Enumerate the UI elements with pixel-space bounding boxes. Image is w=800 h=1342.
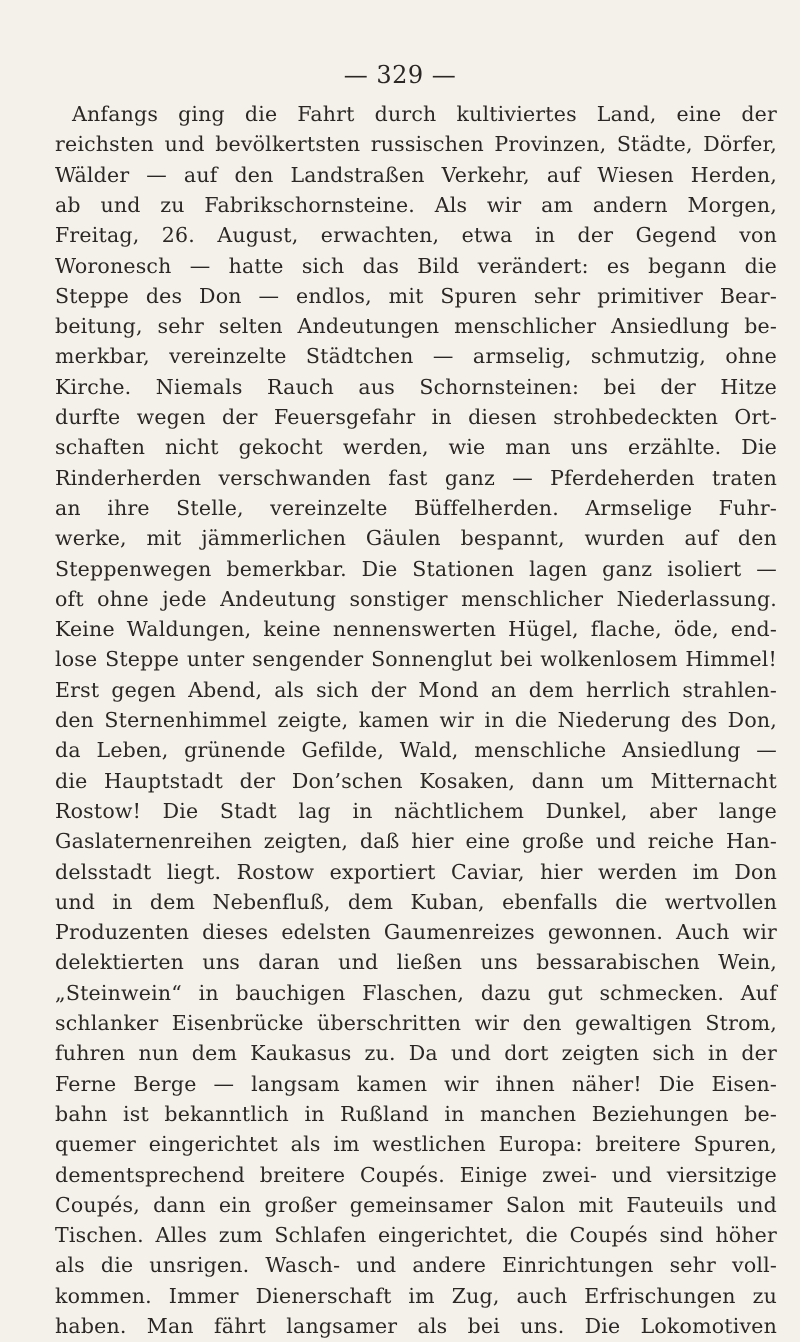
text-line: schlanker Eisenbrücke überschritten wir den gewaltigen Strom, [55, 1011, 777, 1035]
text-line: schaften nicht gekocht werden, wie man uns erzählte. Die [55, 435, 777, 460]
text-line: Erst gegen Abend, als sich der Mond an dem herrlich strahlen- [55, 677, 777, 702]
text-line: Ferne Berge — langsam kamen wir ihnen näher! Die Eisen- [55, 1071, 777, 1096]
text-line: werke, mit jämmerlichen Gäulen bespannt, wurden auf den [55, 526, 777, 551]
text-line: an ihre Stelle, vereinzelte Büffelherden. Armselige Fuhr- [55, 495, 777, 520]
text-line: Produzenten dieses edelsten Gaumenreizes gewonnen. Auch wir [55, 920, 777, 945]
text-line: oft ohne jede Andeutung sonstiger menschlicher Niederlassung. [55, 586, 777, 611]
text-line: Wälder — auf den Landstraßen Verkehr, auf Wiesen Herden, [55, 162, 777, 187]
text-line: haben. Man fährt langsamer als bei uns. Die Lokomotiven [55, 1314, 777, 1338]
text-line: reichsten und bevölkertsten russischen Provinzen, Städte, Dörfer, [55, 132, 777, 157]
text-line: die Hauptstadt der Don’schen Kosaken, dann um Mitternacht [55, 768, 777, 793]
text-line: ab und zu Fabrikschornsteine. Als wir am andern Morgen, [55, 192, 777, 217]
text-line: Steppe des Don — endlos, mit Spuren sehr primitiver Bear- [55, 283, 777, 308]
text-line: merkbar, vereinzelte Städtchen — armselig, schmutzig, ohne [55, 344, 777, 369]
text-line: Anfangs ging die Fahrt durch kultiviertes Land, eine der [72, 102, 777, 126]
text-line: Rinderherden verschwanden fast ganz — Pferdeherden traten [55, 465, 777, 490]
text-line: Tischen. Alles zum Schlafen eingerichtet, die Coupés sind höher [55, 1223, 777, 1248]
text-line: und in dem Nebenfluß, dem Kuban, ebenfalls die wertvollen [55, 889, 777, 914]
text-line: Gaslaternenreihen zeigten, daß hier eine große und reiche Han- [55, 829, 777, 854]
text-line: Steppenwegen bemerkbar. Die Stationen lagen ganz isoliert — [55, 556, 777, 581]
text-line: lose Steppe unter sengender Sonnenglut bei wolkenlosem Himmel! [55, 647, 777, 672]
text-line: delsstadt liegt. Rostow exportiert Caviar, hier werden im Don [55, 859, 777, 884]
text-line: fuhren nun dem Kaukasus zu. Da und dort zeigten sich in der [55, 1041, 777, 1066]
text-line: dementsprechend breitere Coupés. Einige zwei- und viersitzige [55, 1162, 777, 1187]
text-line: Freitag, 26. August, erwachten, etwa in der Gegend von [55, 223, 777, 248]
text-line: kommen. Immer Dienerschaft im Zug, auch Erfrischungen zu [55, 1283, 777, 1308]
text-line: Woronesch — hatte sich das Bild verändert: es begann die [55, 253, 777, 278]
text-line: quemer eingerichtet als im westlichen Europa: breitere Spuren, [55, 1132, 777, 1157]
text-line: delektierten uns daran und ließen uns bessarabischen Wein, [55, 950, 777, 975]
text-line: Keine Waldungen, keine nennenswerten Hügel, flache, öde, end- [55, 617, 777, 642]
text-line: den Sternenhimmel zeigte, kamen wir in die Niederung des Don, [55, 708, 777, 732]
page-number: — 329 — [343, 61, 457, 89]
text-line: als die unsrigen. Wasch- und andere Einrichtungen sehr voll- [55, 1253, 777, 1278]
text-line: bahn ist bekanntlich in Rußland in manchen Beziehungen be- [55, 1101, 777, 1126]
text-line: Kirche. Niemals Rauch aus Schornsteinen: bei der Hitze [55, 374, 777, 399]
text-line: „Steinwein“ in bauchigen Flaschen, dazu gut schmecken. Auf [55, 980, 777, 1005]
text-line: beitung, sehr selten Andeutungen menschlicher Ansiedlung be- [55, 314, 777, 339]
text-line: Rostow! Die Stadt lag in nächtlichem Dunkel, aber lange [55, 798, 777, 823]
text-line: Coupés, dann ein großer gemeinsamer Salon mit Fauteuils und [55, 1192, 777, 1217]
text-line: durfte wegen der Feuersgefahr in diesen strohbedeckten Ort- [55, 405, 777, 429]
text-line: da Leben, grünende Gefilde, Wald, menschliche Ansiedlung — [55, 738, 777, 763]
